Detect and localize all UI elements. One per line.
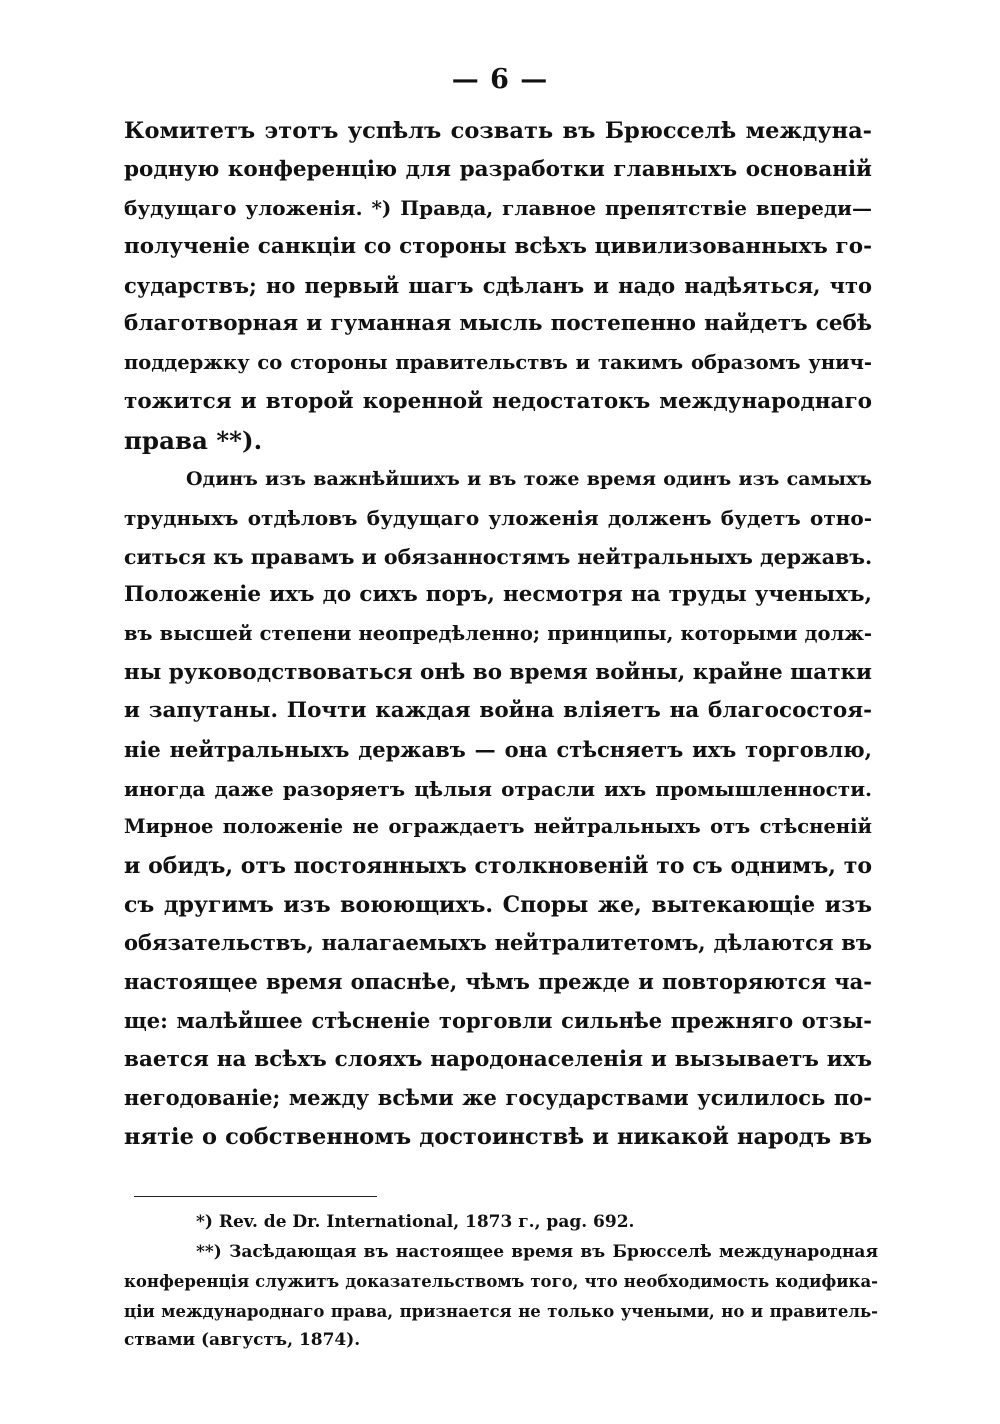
- text-line: Комитетъ этотъ успѣлъ созвать въ Брюсселѣ междуна-: [124, 118, 872, 144]
- text-line: ны руководствоваться онѣ во время войны, крайне шатки: [124, 659, 872, 685]
- text-line: поддержку со стороны правительствъ и такимъ образомъ унич-: [124, 351, 872, 375]
- text-line: иногда даже разоряетъ цѣлыя отрасли ихъ промышленности.: [124, 776, 872, 801]
- main-text: [124, 112, 872, 1157]
- footnotes: [124, 1208, 878, 1356]
- footnote-2-line: ствами (августъ, 1874).: [124, 1330, 361, 1350]
- footnote-divider: [134, 1196, 377, 1197]
- text-line: вается на всѣхъ слояхъ народонаселенія и вызываетъ ихъ: [124, 1046, 872, 1072]
- text-line: обязательствъ, налагаемыхъ нейтралитетомъ, дѣлаются въ: [124, 930, 872, 956]
- text-line: полученіе санкціи со стороны всѣхъ цивилизованныхъ го-: [124, 234, 872, 260]
- text-line: настоящее время опаснѣе, чѣмъ прежде и повторяются ча-: [124, 969, 872, 995]
- text-line: будущаго уложенія. *) Правда, главное препятствіе впереди—: [124, 196, 872, 221]
- paragraph-first-line: Одинъ изъ важнѣйшихъ и въ тоже время одинъ изъ самыхъ: [186, 468, 872, 491]
- text-line: сударствъ; но первый шагъ сдѣланъ и надо надѣяться, что: [124, 272, 872, 298]
- footnote-2-line: конференція служитъ доказательствомъ того, что необходимость кодифика-: [124, 1272, 878, 1291]
- text-line: ніе нейтральныхъ державъ — она стѣсняетъ ихъ торговлю,: [124, 737, 872, 762]
- text-line: благотворная и гуманная мысль постепенно найдетъ себѣ: [124, 311, 872, 337]
- text-line: нятіе о собственномъ достоинствѣ и никакой народъ въ: [124, 1123, 872, 1150]
- text-line: и обидъ, отъ постоянныхъ столкновеній то съ однимъ, то: [124, 853, 872, 880]
- text-line: ситься къ правамъ и обязанностямъ нейтральныхъ державъ.: [124, 544, 873, 569]
- page-number: — 6 —: [451, 64, 549, 95]
- text-line: Мирное положеніе не ограждаетъ нейтральныхъ отъ стѣсненій: [124, 815, 872, 839]
- footnote-1: *) Rev. de Dr. International, 1873 г., pag. 692.: [196, 1212, 635, 1232]
- footnote-2-line: **) Засѣдающая въ настоящее время въ Брюсселѣ международная: [196, 1241, 878, 1262]
- text-line: въ высшей степени неопредѣленно; принципы, которыми долж-: [124, 621, 872, 645]
- text-line: Положеніе ихъ до сихъ поръ, несмотря на труды ученыхъ,: [124, 582, 872, 608]
- text-line: родную конференцію для разработки главныхъ основаній: [124, 156, 872, 182]
- text-line: съ другимъ изъ воюющихъ. Споры же, вытекающіе изъ: [124, 891, 872, 918]
- footnote-2-line: ціи международнаго права, признается не только учеными, но и правитель-: [124, 1301, 878, 1321]
- text-line: трудныхъ отдѣловъ будущаго уложенія долженъ будетъ отно-: [124, 505, 872, 530]
- text-line: тожится и второй коренной недостатокъ международнаго: [124, 388, 872, 414]
- text-line: права **).: [124, 425, 263, 455]
- text-line: ще: малѣйшее стѣсненіе торговли сильнѣе прежняго отзы-: [124, 1007, 872, 1033]
- text-line: негодованіе; между всѣми же государствами усилилось по-: [124, 1085, 872, 1111]
- text-line: и запутаны. Почти каждая война вліяетъ на благосостоя-: [124, 698, 872, 724]
